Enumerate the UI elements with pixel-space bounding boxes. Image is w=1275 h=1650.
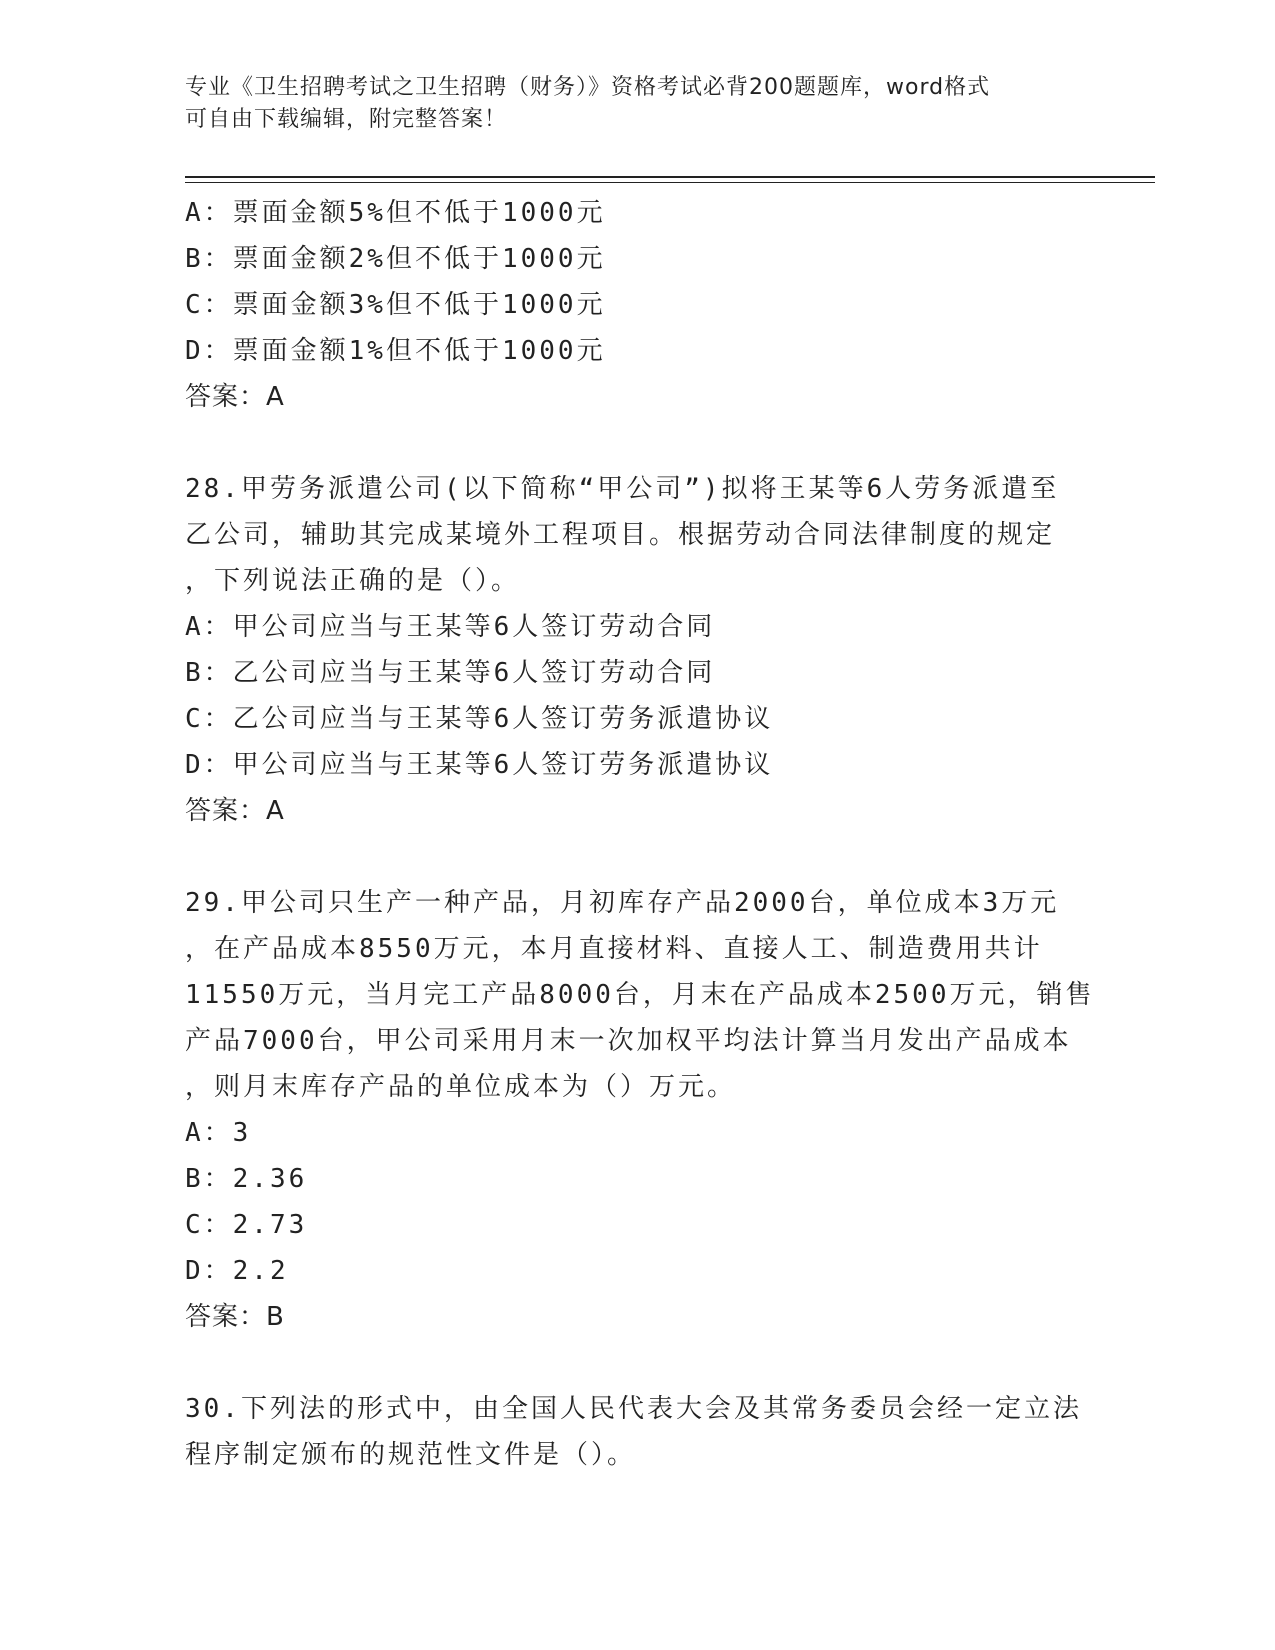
option-d: D：票面金额1%但不低于1000元 xyxy=(185,336,606,366)
question-30 xyxy=(185,1386,1085,1478)
answer: 答案：A xyxy=(185,382,285,412)
option-b: B：2.36 xyxy=(185,1164,308,1194)
option-c: C：2.73 xyxy=(185,1210,308,1240)
option-a: A：3 xyxy=(185,1118,252,1148)
header-divider-thin xyxy=(185,182,1155,183)
question-28 xyxy=(185,466,1085,834)
option-d: D：甲公司应当与王某等6人签订劳务派遣协议 xyxy=(185,750,774,780)
header-line-1: 专业《卫生招聘考试之卫生招聘（财务）》资格考试必背200题题库，word格式 xyxy=(185,75,991,100)
option-b: B：票面金额2%但不低于1000元 xyxy=(185,244,606,274)
question-stem-line: ，在产品成本8550万元，本月直接材料、直接人工、制造费用共计 xyxy=(185,934,1043,964)
option-c: C：票面金额3%但不低于1000元 xyxy=(185,290,606,320)
answer: 答案：A xyxy=(185,796,285,826)
question-stem-line: 产品7000台，甲公司采用月末一次加权平均法计算当月发出产品成本 xyxy=(185,1026,1072,1056)
question-stem-line: 28.甲劳务派遣公司(以下简称“甲公司”)拟将王某等6人劳务派遣至 xyxy=(185,474,1060,504)
option-a: A：票面金额5%但不低于1000元 xyxy=(185,198,606,228)
question-27 xyxy=(185,190,1085,420)
spacer xyxy=(185,420,1085,466)
question-stem-line: ，下列说法正确的是（）。 xyxy=(185,566,521,596)
option-d: D：2.2 xyxy=(185,1256,289,1286)
question-stem-line: 30.下列法的形式中，由全国人民代表大会及其常务委员会经一定立法 xyxy=(185,1394,1082,1424)
spacer xyxy=(185,1340,1085,1386)
question-stem-line: 11550万元，当月完工产品8000台，月末在产品成本2500万元，销售 xyxy=(185,980,1095,1010)
option-a: A：甲公司应当与王某等6人签订劳动合同 xyxy=(185,612,716,642)
header-line-2: 可自由下载编辑，附完整答案！ xyxy=(185,107,508,132)
header-divider-thick xyxy=(185,176,1155,178)
question-stem-line: 乙公司，辅助其完成某境外工程项目。根据劳动合同法律制度的规定 xyxy=(185,520,1056,550)
question-list xyxy=(185,190,1095,1478)
option-b: B：乙公司应当与王某等6人签订劳动合同 xyxy=(185,658,716,688)
question-stem-line: ，则月末库存产品的单位成本为（）万元。 xyxy=(185,1072,737,1102)
document-header xyxy=(185,72,1085,136)
option-c: C：乙公司应当与王某等6人签订劳务派遣协议 xyxy=(185,704,774,734)
answer: 答案：B xyxy=(185,1302,285,1332)
spacer xyxy=(185,834,1085,880)
question-stem-line: 程序制定颁布的规范性文件是（）。 xyxy=(185,1440,637,1470)
question-29 xyxy=(185,880,1095,1340)
question-stem-line: 29.甲公司只生产一种产品，月初库存产品2000台，单位成本3万元 xyxy=(185,888,1060,918)
